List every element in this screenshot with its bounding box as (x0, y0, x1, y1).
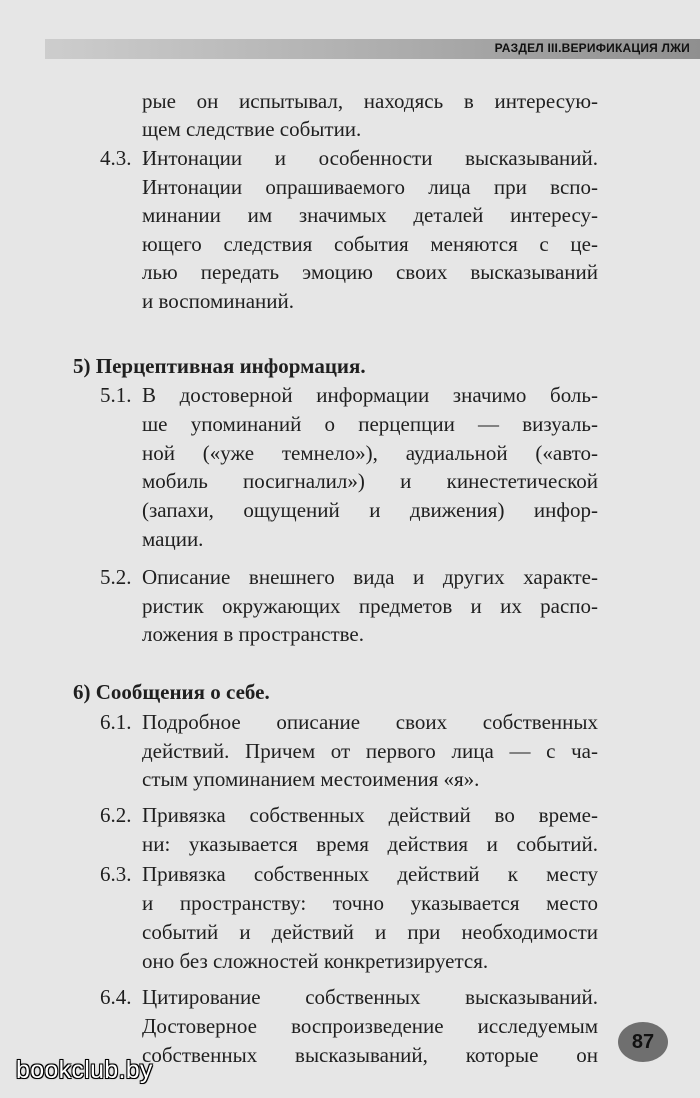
text-line: ной («уже темнело»), аудиальной («авто- (142, 441, 598, 465)
section-heading: 6) Сообщения о себе. (73, 680, 270, 704)
text-line: Привязка собственных действий к месту (142, 862, 598, 886)
text-line: Интонации и особенности высказываний. (142, 146, 598, 170)
running-header (45, 39, 700, 59)
section-heading: 5) Перцептивная информация. (73, 354, 366, 378)
text-line: щем следствие событии. (142, 117, 362, 141)
text-line: (запахи, ощущений и движения) инфор- (142, 498, 598, 522)
text-line: ющего следствия события меняются с це- (142, 232, 598, 256)
text-line: действий. Причем от первого лица — с ча- (142, 739, 598, 763)
text-line: и воспоминаний. (142, 289, 294, 313)
item-number: 6.1. (100, 710, 132, 734)
text-line: собственных высказываний, которые он (142, 1043, 598, 1067)
text-line: мации. (142, 527, 204, 551)
item-number: 6.3. (100, 862, 132, 886)
text-line: лью передать эмоцию своих высказываний (142, 260, 598, 284)
text-line: Привязка собственных действий во време- (142, 803, 598, 827)
text-line: рые он испытывал, находясь в интересую- (142, 89, 598, 113)
text-line: В достоверной информации значимо боль- (142, 383, 598, 407)
text-line: Подробное описание своих собственных (142, 710, 598, 734)
text-line: Достоверное воспроизведение исследуемым (142, 1014, 598, 1038)
text-line: мобиль посигналил») и кинестетической (142, 469, 598, 493)
item-number: 6.4. (100, 985, 132, 1009)
text-line: Описание внешнего вида и других характе- (142, 565, 598, 589)
watermark: bookclub.by (16, 1056, 153, 1084)
text-line: и пространству: точно указывается место (142, 891, 598, 915)
section-title: РАЗДЕЛ III.ВЕРИФИКАЦИЯ ЛЖИ (494, 41, 690, 55)
item-number: 4.3. (100, 146, 132, 170)
item-number: 5.2. (100, 565, 132, 589)
text-line: оно без сложностей конкретизируется. (142, 949, 489, 973)
text-line: минании им значимых деталей интересу- (142, 203, 598, 227)
page-number: 87 (618, 1022, 668, 1062)
text-line: событий и действий и при необходимости (142, 920, 598, 944)
text-line: ристик окружающих предметов и их распо- (142, 594, 598, 618)
text-line: ни: указывается время действия и событий. (142, 832, 598, 856)
text-line: Цитирование собственных высказываний. (142, 985, 598, 1009)
text-line: стым упоминанием местоимения «я». (142, 767, 480, 791)
text-line: ложения в пространстве. (142, 622, 364, 646)
text-line: ше упоминаний о перцепции — визуаль- (142, 412, 598, 436)
item-number: 6.2. (100, 803, 132, 827)
item-number: 5.1. (100, 383, 132, 407)
text-line: Интонации опрашиваемого лица при вспо- (142, 175, 598, 199)
